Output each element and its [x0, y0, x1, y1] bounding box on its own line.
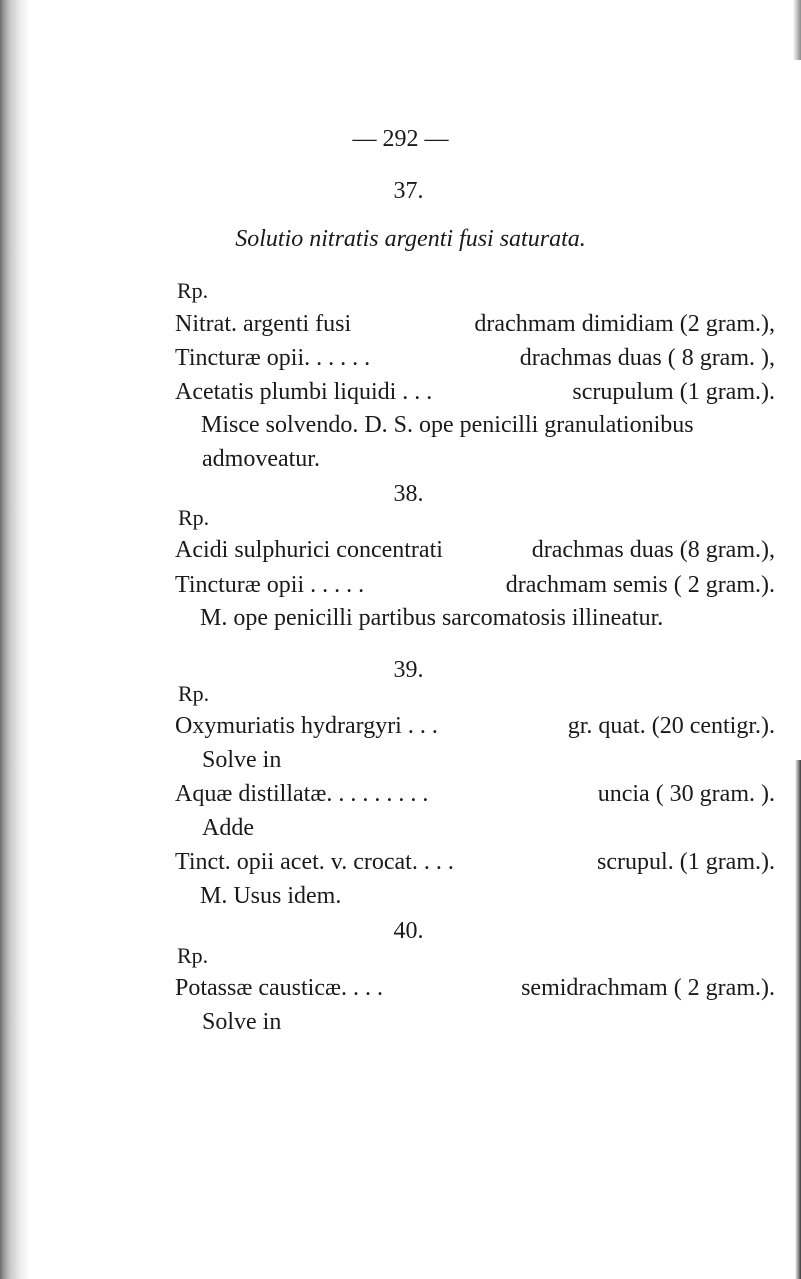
- ingredient-name: Aquæ distillatæ. . . . . . . . .: [175, 781, 429, 807]
- recipe-title: Solutio nitratis argenti fusi saturata.: [235, 226, 586, 252]
- ingredient-amount: drachmam semis ( 2 gram.).: [505, 572, 775, 598]
- rp-label: Rp.: [178, 505, 210, 530]
- ingredient-name: Tincturæ opii . . . . .: [175, 572, 365, 598]
- page-number: — 292 —: [352, 126, 449, 152]
- instruction-line: Solve in: [202, 747, 282, 773]
- ingredient-amount: scrupul. (1 gram.).: [597, 849, 775, 875]
- ingredient-amount: gr. quat. (20 centigr.).: [567, 713, 775, 739]
- ingredient-name: Acetatis plumbi liquidi . . .: [175, 379, 433, 405]
- instruction-line: Adde: [202, 815, 254, 841]
- ingredient-name: Tincturæ opii. . . . . .: [175, 345, 371, 371]
- recipe-number: 38.: [393, 481, 424, 507]
- ingredient-amount: scrupulum (1 gram.).: [572, 379, 775, 405]
- rp-label: Rp.: [178, 681, 210, 706]
- instruction-line: Solve in: [202, 1009, 282, 1035]
- ingredient-amount: uncia ( 30 gram. ).: [597, 781, 775, 807]
- ingredient-amount: drachmas duas (8 gram.),: [531, 537, 775, 563]
- recipe-number: 39.: [393, 657, 424, 683]
- instruction-line: M. ope penicilli partibus sarcomatosis illineatur.: [200, 605, 664, 631]
- recipe-number: 37.: [393, 178, 424, 204]
- ingredient-amount: drachmas duas ( 8 gram. ),: [519, 345, 775, 371]
- ingredient-name: Tinct. opii acet. v. crocat. . . .: [175, 849, 454, 875]
- ingredient-name: Potassæ causticæ. . . .: [175, 975, 383, 1001]
- instruction-line: admoveatur.: [202, 446, 320, 472]
- ingredient-amount: semidrachmam ( 2 gram.).: [521, 975, 775, 1001]
- rp-label: Rp.: [177, 943, 209, 968]
- recipe-number: 40.: [393, 918, 424, 944]
- instruction-line: Misce solvendo. D. S. ope penicilli granulationibus: [201, 412, 694, 438]
- rp-label: Rp.: [177, 278, 209, 303]
- instruction-line: M. Usus idem.: [200, 883, 342, 909]
- ingredient-amount: drachmam dimidiam (2 gram.),: [474, 311, 775, 337]
- ingredient-name: Acidi sulphurici concentrati: [175, 537, 443, 563]
- ingredient-name: Oxymuriatis hydrargyri . . .: [175, 713, 438, 739]
- ingredient-name: Nitrat. argenti fusi: [175, 311, 352, 337]
